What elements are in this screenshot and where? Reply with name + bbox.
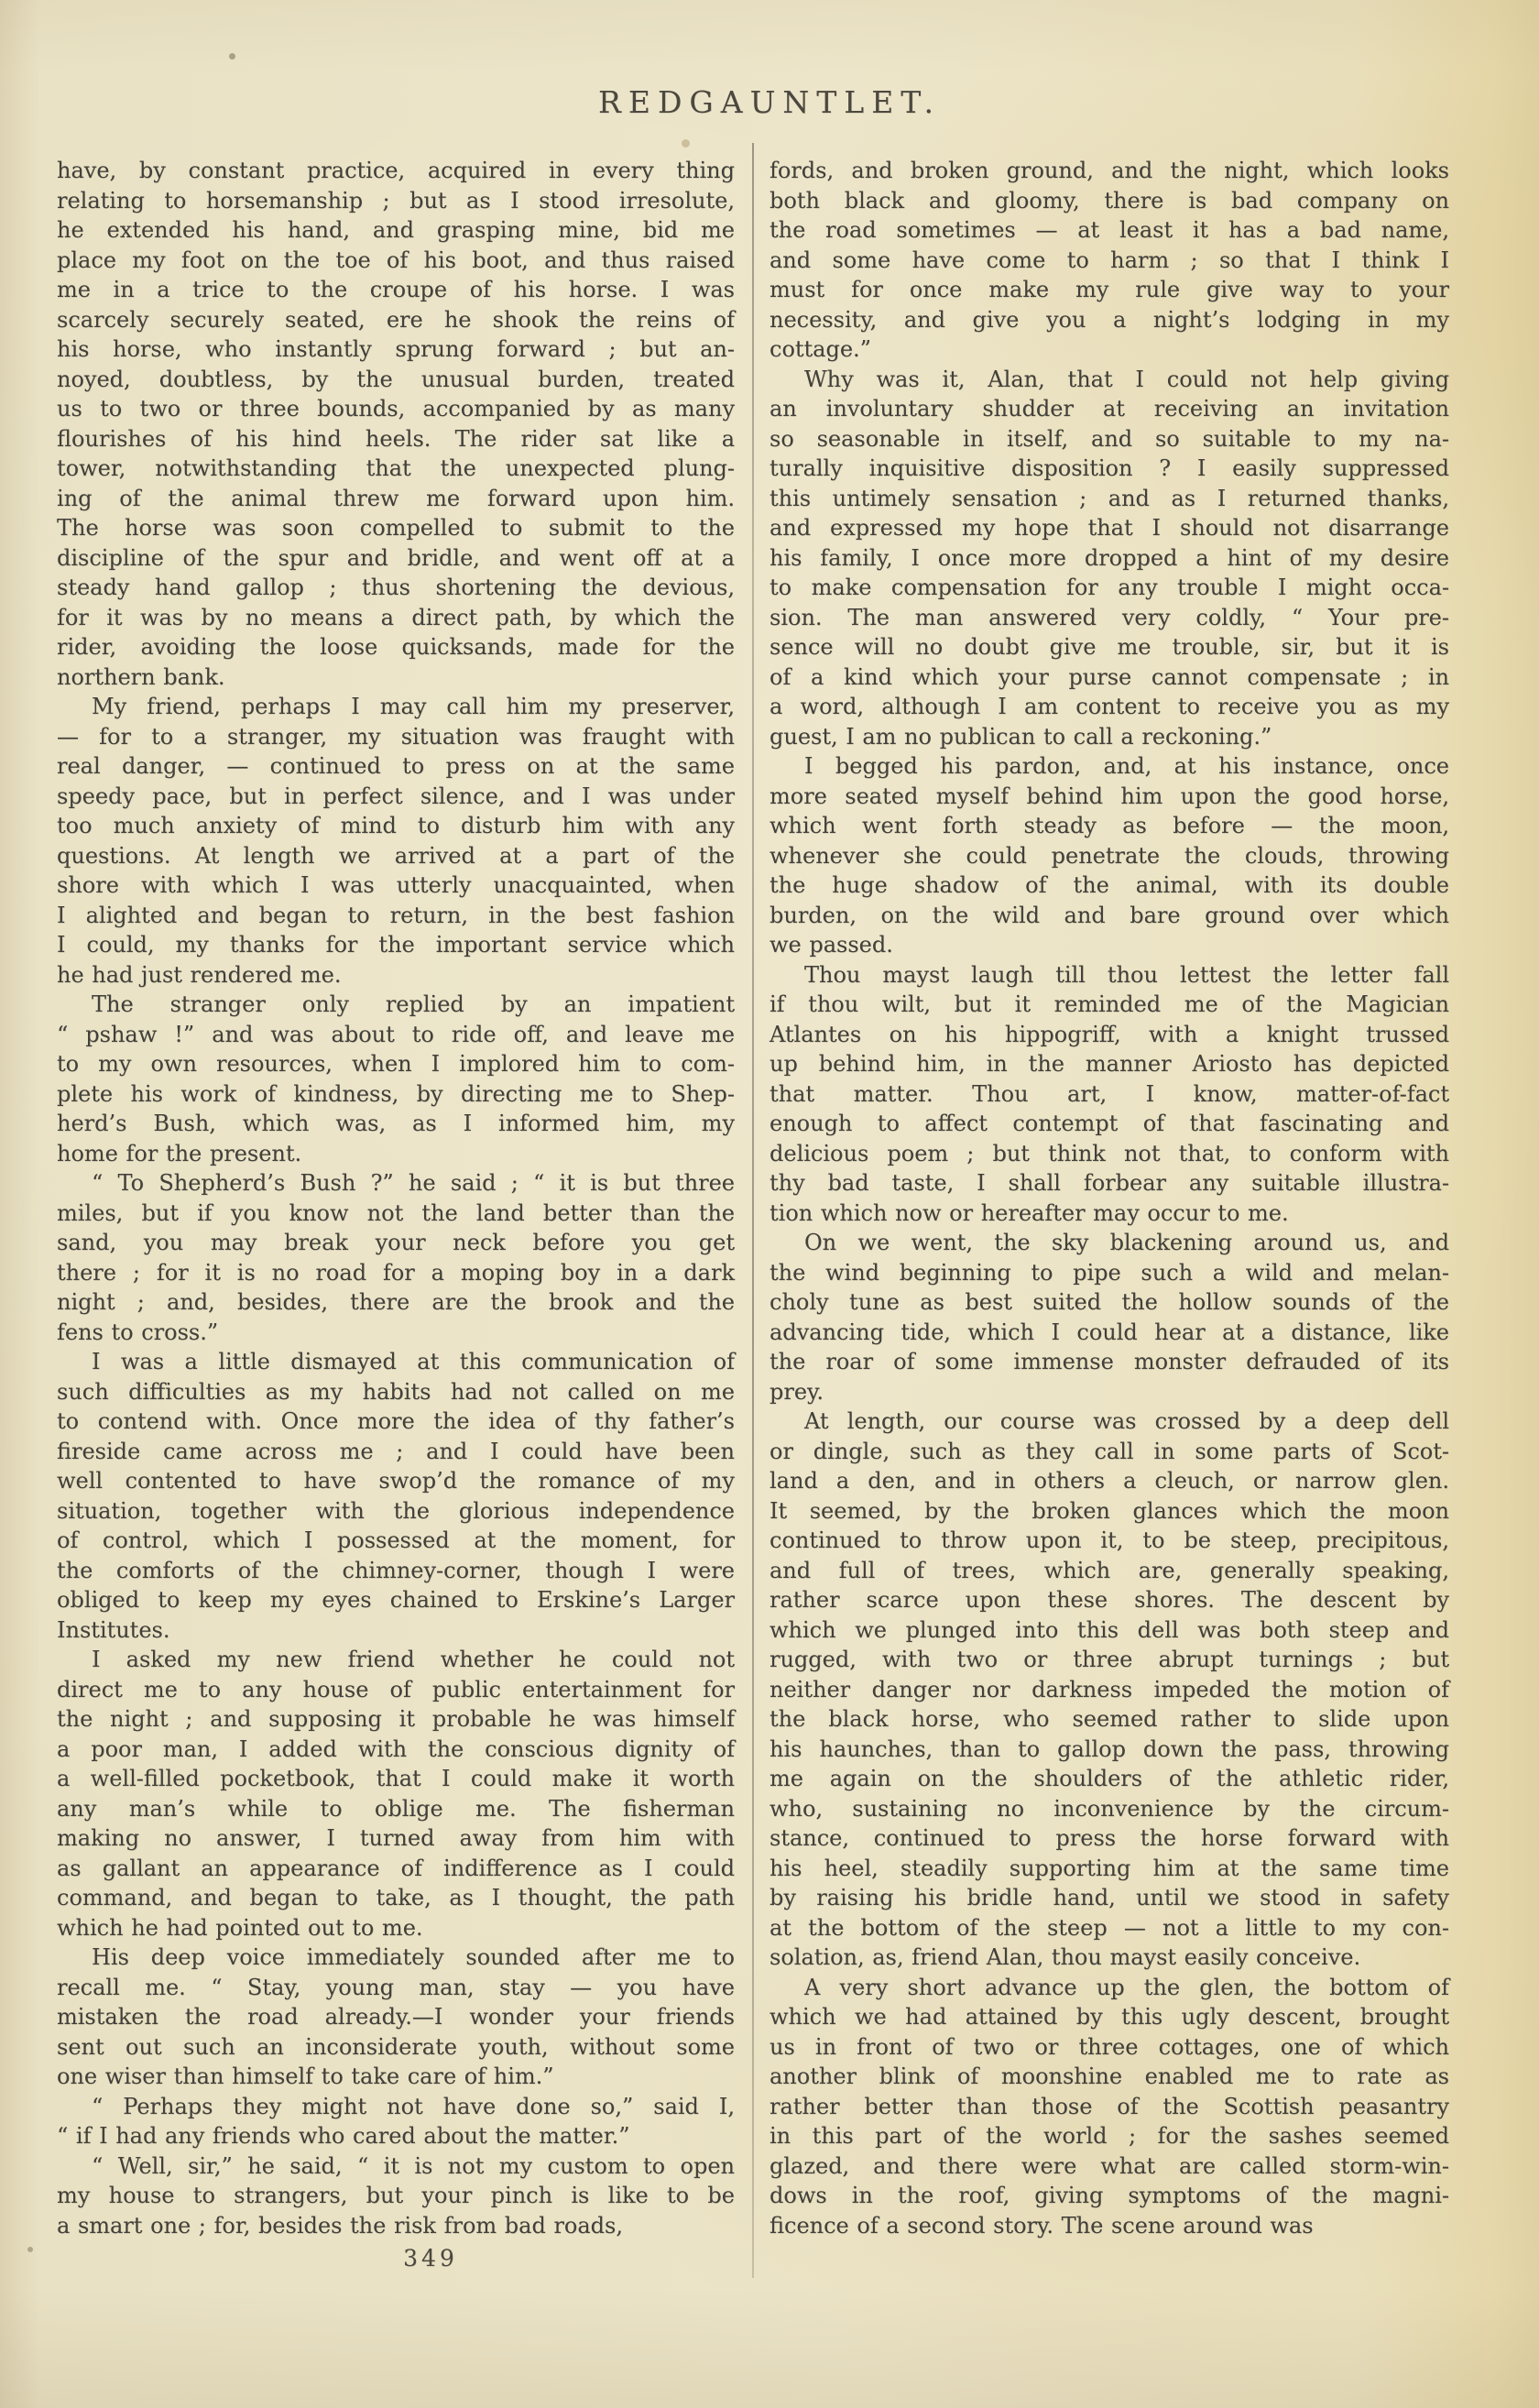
- text-line: shore with which I was utterly unacquainted, when: [57, 872, 735, 898]
- page-number: 349: [403, 2245, 458, 2271]
- text-line: rider, avoiding the loose quicksands, made for the: [57, 634, 735, 660]
- text-line: cottage.”: [770, 336, 871, 362]
- text-line: recall me. “ Stay, young man, stay — you have: [57, 1974, 735, 2000]
- paragraph: [57, 692, 735, 990]
- paragraph: [57, 2151, 735, 2241]
- column-divider-rule: [752, 143, 754, 2278]
- text-line: necessity, and give you a night’s lodging in my: [770, 306, 1449, 333]
- text-line: I was a little dismayed at this communication of: [92, 1349, 735, 1374]
- paragraph: [57, 156, 735, 692]
- text-line: my house to strangers, but your pinch is like to be: [57, 2183, 735, 2208]
- text-line: prey.: [770, 1378, 824, 1405]
- text-line: “ if I had any friends who cared about the matter.”: [57, 2123, 630, 2149]
- text-line: sent out such an inconsiderate youth, without some: [57, 2033, 735, 2060]
- text-line: questions. At length we arrived at a part of the: [57, 842, 735, 869]
- text-line: I begged his pardon, and, at his instance, once: [804, 753, 1449, 779]
- text-line: A very short advance up the glen, the bottom of: [804, 1974, 1449, 2000]
- text-line: to my own resources, when I implored him to com-: [57, 1051, 735, 1077]
- paragraph: [770, 1228, 1449, 1406]
- text-line: delicious poem ; but think not that, to conform with: [770, 1140, 1449, 1166]
- text-line: The horse was soon compelled to submit to the: [57, 515, 735, 541]
- text-line: I could, my thanks for the important service which: [57, 932, 735, 958]
- text-line: steady hand gallop ; thus shortening the devious,: [57, 575, 735, 600]
- text-line: My friend, perhaps I may call him my preserver,: [92, 694, 735, 719]
- text-line: miles, but if you know not the land better than the: [57, 1199, 735, 1226]
- text-line: obliged to keep my eyes chained to Erskine’s Larger: [57, 1587, 735, 1613]
- text-line: “ Well, sir,” he said, “ it is not my custom to open: [92, 2152, 735, 2179]
- text-line: I asked my new friend whether he could not: [92, 1647, 735, 1672]
- paragraph: [770, 1406, 1449, 1973]
- text-line: noyed, doubtless, by the unusual burden, treated: [57, 366, 735, 392]
- text-line: On we went, the sky blackening around us, and: [804, 1230, 1449, 1255]
- text-line: he extended his hand, and grasping mine, bid me: [57, 217, 735, 243]
- text-line: — for to a stranger, my situation was fraught with: [57, 723, 735, 750]
- text-line: herd’s Bush, which was, as I informed him, my: [57, 1111, 735, 1136]
- text-line: a word, although I am content to receive you as my: [770, 694, 1449, 719]
- text-line: us in front of two or three cottages, one of which: [770, 2033, 1449, 2060]
- text-line: stance, continued to press the horse forward with: [770, 1825, 1449, 1851]
- text-line: fireside came across me ; and I could have been: [57, 1438, 735, 1464]
- text-line: fens to cross.”: [57, 1319, 219, 1345]
- paragraph: [57, 1645, 735, 1943]
- text-line: sence will no doubt give me trouble, sir, but it is: [770, 634, 1449, 660]
- text-line: speedy pace, but in perfect silence, and I was under: [57, 783, 735, 809]
- text-line: if thou wilt, but it reminded me of the Magician: [770, 991, 1449, 1017]
- text-line: turally inquisitive disposition ? I easily suppressed: [770, 455, 1449, 481]
- text-line: tower, notwithstanding that the unexpected plung-: [57, 455, 735, 481]
- text-line: advancing tide, which I could hear at a distance, like: [770, 1319, 1449, 1345]
- text-line: fords, and broken ground, and the night, which looks: [770, 158, 1449, 183]
- text-line: there ; for it is no road for a moping boy in a dark: [57, 1259, 735, 1286]
- text-line: to make compensation for any trouble I might occa-: [770, 575, 1449, 600]
- text-line: which went forth steady as before — the moon,: [770, 813, 1449, 838]
- text-line: the road sometimes — at least it has a bad name,: [770, 217, 1449, 243]
- text-line: enough to affect contempt of that fascinating and: [770, 1111, 1449, 1136]
- text-line: the roar of some immense monster defrauded of its: [770, 1349, 1449, 1374]
- text-line: the black horse, who seemed rather to slide upon: [770, 1706, 1449, 1732]
- paragraph: [57, 2092, 735, 2151]
- text-line: real danger, — continued to press on at the same: [57, 753, 735, 779]
- text-line: the wind beginning to pipe such a wild and melan-: [770, 1259, 1449, 1286]
- text-line: making no answer, I turned away from him with: [57, 1825, 735, 1851]
- paragraph: [57, 1168, 735, 1347]
- text-line: who, sustaining no inconvenience by the circum-: [770, 1795, 1449, 1822]
- text-line: and some have come to harm ; so that I think I: [770, 246, 1449, 273]
- text-line: mistaken the road already.—I wonder your friends: [57, 2004, 735, 2030]
- left-text-column: [57, 156, 735, 2240]
- paragraph: [57, 1347, 735, 1645]
- text-line: of control, which I possessed at the moment, for: [57, 1527, 735, 1553]
- text-line: whenever she could penetrate the clouds, throwing: [770, 842, 1449, 869]
- text-line: in this part of the world ; for the sashes seemed: [770, 2123, 1449, 2149]
- text-line: glazed, and there were what are called storm-win-: [770, 2152, 1449, 2179]
- text-line: me again on the shoulders of the athletic rider,: [770, 1766, 1449, 1791]
- text-line: must for once make my rule give way to your: [770, 277, 1449, 302]
- text-line: “ To Shepherd’s Bush ?” he said ; “ it is but three: [92, 1170, 735, 1196]
- text-line: or dingle, such as they call in some parts of Scot-: [770, 1438, 1449, 1464]
- text-line: his heel, steadily supporting him at the same time: [770, 1855, 1449, 1881]
- text-line: which we had attained by this ugly descent, brought: [770, 2004, 1449, 2030]
- paragraph: [770, 1973, 1449, 2241]
- text-line: plete his work of kindness, by directing me to Shep-: [57, 1080, 735, 1107]
- text-line: which we plunged into this dell was both steep and: [770, 1616, 1449, 1643]
- text-line: thy bad taste, I shall forbear any suitable illustra-: [770, 1170, 1449, 1196]
- text-line: a well-filled pocketbook, that I could make it worth: [57, 1766, 735, 1791]
- text-line: It seemed, by the broken glances which the moon: [770, 1497, 1449, 1524]
- text-line: rather scarce upon these shores. The descent by: [770, 1587, 1449, 1613]
- text-line: place my foot on the toe of his boot, and thus raised: [57, 246, 735, 273]
- text-line: neither danger nor darkness impeded the motion of: [770, 1676, 1449, 1702]
- text-line: continued to throw upon it, to be steep, precipitous,: [770, 1527, 1449, 1553]
- text-line: solation, as, friend Alan, thou mayst easily conceive.: [770, 1944, 1361, 1970]
- text-line: an involuntary shudder at receiving an invitation: [770, 396, 1449, 421]
- running-head-title: REDGAUNTLET.: [598, 84, 941, 120]
- paragraph: [770, 365, 1449, 752]
- paragraph: [770, 751, 1449, 960]
- text-line: land a den, and in others a cleuch, or narrow glen.: [770, 1468, 1449, 1494]
- text-line: rather better than those of the Scottish peasantry: [770, 2093, 1449, 2119]
- text-line: well contented to have swop’d the romance of my: [57, 1468, 735, 1494]
- text-line: his family, I once more dropped a hint of my desire: [770, 544, 1449, 571]
- text-line: northern bank.: [57, 663, 225, 690]
- text-line: another blink of moonshine enabled me to rate as: [770, 2063, 1449, 2089]
- text-line: such difficulties as my habits had not called on me: [57, 1378, 735, 1405]
- text-line: ing of the animal threw me forward upon him.: [57, 485, 735, 511]
- text-line: scarcely securely seated, ere he shook the reins of: [57, 306, 735, 333]
- text-line: At length, our course was crossed by a deep dell: [804, 1408, 1449, 1434]
- text-line: guest, I am no publican to call a reckoning.”: [770, 723, 1272, 750]
- text-line: by raising his bridle hand, until we stood in safety: [770, 1885, 1449, 1910]
- text-line: and expressed my hope that I should not disarrange: [770, 515, 1449, 541]
- paragraph: [770, 960, 1449, 1229]
- text-line: at the bottom of the steep — not a little to my con-: [770, 1914, 1449, 1941]
- text-line: situation, together with the glorious independence: [57, 1497, 735, 1524]
- text-line: have, by constant practice, acquired in every thing: [57, 158, 735, 183]
- paragraph: [770, 156, 1449, 365]
- text-line: Institutes.: [57, 1616, 170, 1643]
- right-text-column: [770, 156, 1449, 2240]
- text-line: his horse, who instantly sprung forward ; but an-: [57, 336, 735, 362]
- text-line: Thou mayst laugh till thou lettest the letter fall: [804, 961, 1449, 988]
- text-line: we passed.: [770, 932, 893, 958]
- text-line: sand, you may break your neck before you get: [57, 1230, 735, 1255]
- dust-speck: [682, 139, 690, 148]
- text-line: tion which now or hereafter may occur to me.: [770, 1199, 1289, 1226]
- text-line: “ Perhaps they might not have done so,” said I,: [92, 2093, 735, 2119]
- text-line: and full of trees, which are, generally speaking,: [770, 1557, 1449, 1583]
- text-line: which he had pointed out to me.: [57, 1914, 423, 1941]
- text-line: any man’s while to oblige me. The fisherman: [57, 1795, 735, 1822]
- text-line: night ; and, besides, there are the brook and the: [57, 1289, 735, 1315]
- text-line: The stranger only replied by an impatient: [92, 991, 735, 1017]
- text-line: as gallant an appearance of indifference as I could: [57, 1855, 735, 1881]
- text-line: His deep voice immediately sounded after me to: [92, 1944, 735, 1970]
- text-line: that matter. Thou art, I know, matter-of-fact: [770, 1080, 1449, 1107]
- text-line: one wiser than himself to take care of him.”: [57, 2063, 554, 2089]
- text-line: of a kind which your purse cannot compensate ; in: [770, 663, 1449, 690]
- text-line: relating to horsemanship ; but as I stood irresolute,: [57, 187, 735, 213]
- text-line: a smart one ; for, besides the risk from bad roads,: [57, 2212, 623, 2238]
- text-line: dows in the roof, giving symptoms of the magni-: [770, 2183, 1449, 2208]
- text-line: direct me to any house of public entertainment for: [57, 1676, 735, 1702]
- text-line: command, and began to take, as I thought, the path: [57, 1885, 735, 1910]
- text-line: burden, on the wild and bare ground over which: [770, 902, 1449, 928]
- text-line: this untimely sensation ; and as I returned thanks,: [770, 485, 1449, 511]
- text-line: choly tune as best suited the hollow sounds of the: [770, 1289, 1449, 1315]
- text-line: he had just rendered me.: [57, 961, 342, 988]
- text-line: so seasonable in itself, and so suitable to my na-: [770, 425, 1449, 452]
- text-line: a poor man, I added with the conscious dignity of: [57, 1735, 735, 1762]
- text-line: too much anxiety of mind to disturb him with any: [57, 813, 735, 838]
- text-line: Atlantes on his hippogriff, with a knight trussed: [770, 1021, 1449, 1047]
- text-line: for it was by no means a direct path, by which the: [57, 604, 735, 630]
- text-line: home for the present.: [57, 1140, 302, 1166]
- text-line: ficence of a second story. The scene around was: [770, 2212, 1314, 2238]
- text-line: the night ; and supposing it probable he was himself: [57, 1706, 735, 1732]
- text-line: up behind him, in the manner Ariosto has depicted: [770, 1051, 1449, 1077]
- paragraph: [57, 1943, 735, 2092]
- text-line: more seated myself behind him upon the good horse,: [770, 783, 1449, 809]
- text-line: I alighted and began to return, in the best fashion: [57, 902, 735, 928]
- text-line: flourishes of his hind heels. The rider sat like a: [57, 425, 735, 452]
- text-line: Why was it, Alan, that I could not help giving: [804, 366, 1449, 392]
- text-line: his haunches, than to gallop down the pass, throwing: [770, 1735, 1449, 1762]
- text-line: the comforts of the chimney-corner, though I were: [57, 1557, 735, 1583]
- text-line: to contend with. Once more the idea of thy father’s: [57, 1408, 735, 1434]
- text-line: “ pshaw !” and was about to ride off, and leave me: [57, 1021, 735, 1047]
- text-line: us to two or three bounds, accompanied by as many: [57, 396, 735, 421]
- text-line: the huge shadow of the animal, with its double: [770, 872, 1449, 898]
- text-line: me in a trice to the croupe of his horse. I was: [57, 277, 735, 302]
- dust-speck: [229, 53, 235, 60]
- dust-speck: [27, 2247, 33, 2252]
- text-line: rugged, with two or three abrupt turnings ; but: [770, 1647, 1449, 1672]
- text-line: both black and gloomy, there is bad company on: [770, 187, 1449, 213]
- text-line: discipline of the spur and bridle, and went off at a: [57, 544, 735, 571]
- paragraph: [57, 990, 735, 1168]
- text-line: sion. The man answered very coldly, “ Your pre-: [770, 604, 1449, 630]
